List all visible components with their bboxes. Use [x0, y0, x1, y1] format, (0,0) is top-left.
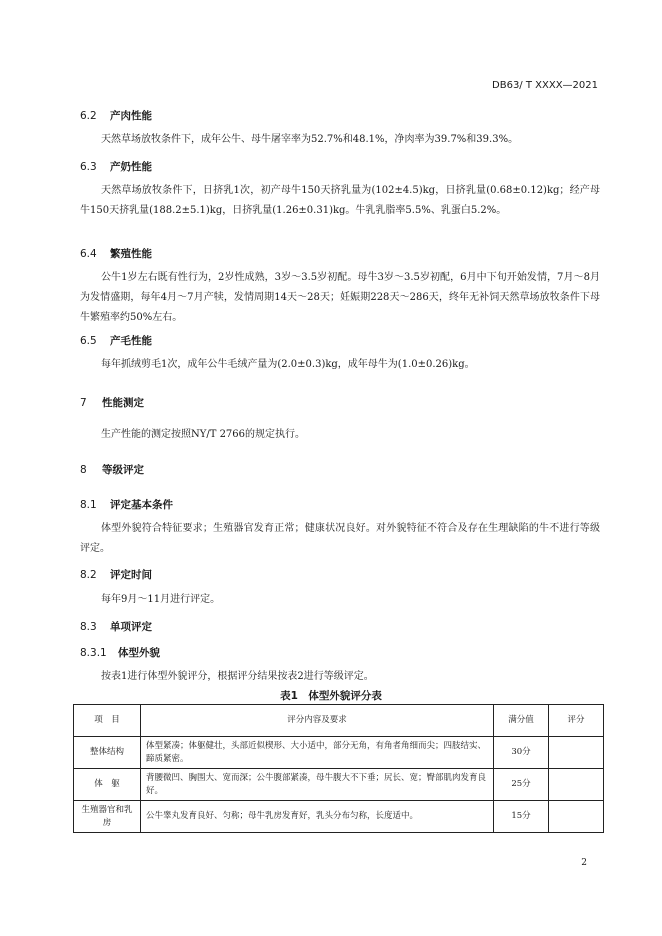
- row-score: [549, 801, 604, 833]
- table-caption: 表1 体型外貌评分表: [280, 690, 382, 702]
- section-body-8-2: 每年9月～11月进行评定。: [101, 594, 221, 605]
- section-heading-8: 8 等级评定: [80, 464, 144, 476]
- section-body-6-2: 天然草场放牧条件下，成年公牛、母牛屠宰率为52.7%和48.1%，净肉率为39.7%和39.3%。: [101, 134, 519, 145]
- row-content: 公牛睾丸发育良好、匀称；母牛乳房发育好，乳头分布匀称，长度适中。: [141, 801, 494, 833]
- section-body-6-4: 公牛1岁左右既有性行为，2岁性成熟，3岁～3.5岁初配。母牛3岁～3.5岁初配，6月中下旬开始发情，7月～8月为发情盛期，每年4月～7月产犊，发情周期14天～28天；妊娠期228天～286天，终年无补饲天然草场放牧条件下母牛繁殖率约50%左右。: [80, 272, 600, 323]
- row-score: [549, 769, 604, 801]
- row-item: 生殖器官和乳房: [74, 801, 141, 833]
- document-code: DB63/ T XXXX—2021: [492, 80, 598, 91]
- table-row: [74, 737, 604, 769]
- section-heading-8-3: 8.3 单项评定: [80, 621, 152, 633]
- header-content: 评分内容及要求: [141, 705, 494, 737]
- section-body-7: 生产性能的测定按照NY/T 2766的规定执行。: [101, 429, 306, 440]
- section-heading-6-2: 6.2 产肉性能: [80, 110, 152, 122]
- section-body-8-3-1: 按表1进行体型外貌评分，根据评分结果按表2进行等级评定。: [101, 671, 374, 682]
- row-score: [549, 737, 604, 769]
- row-item: 整体结构: [74, 737, 141, 769]
- section-heading-8-3-1: 8.3.1 体型外貌: [80, 647, 160, 659]
- row-max-score: 15分: [494, 801, 549, 833]
- row-content: 体型紧凑；体躯健壮，头部近似楔形、大小适中，部分无角，有角者角细而尖；四肢结实、蹄质紧密。: [141, 737, 494, 769]
- section-body-8-1: 体型外貌符合特征要求；生殖器官发育正常；健康状况良好。对外貌特征不符合及存在生理缺陷的牛不进行等级评定。: [80, 523, 600, 554]
- row-max-score: 25分: [494, 769, 549, 801]
- section-body-6-3: 天然草场放牧条件下，日挤乳1次，初产母牛150天挤乳量为(102±4.5)kg，日挤乳量(0.68±0.12)kg；经产母牛150天挤乳量(188.2±5.1)kg，日挤乳量(1.26±0.31)kg。牛乳乳脂率5.5%、乳蛋白5.2%。: [80, 185, 600, 216]
- section-heading-6-5: 6.5 产毛性能: [80, 335, 152, 347]
- section-heading-8-1: 8.1 评定基本条件: [80, 499, 173, 511]
- section-body-6-5: 每年抓绒剪毛1次，成年公牛毛绒产量为(2.0±0.3)kg，成年母牛为(1.0±0.26)kg。: [101, 359, 475, 370]
- row-item: 体 躯: [74, 769, 141, 801]
- section-heading-7: 7 性能测定: [80, 397, 144, 409]
- section-heading-6-3: 6.3 产奶性能: [80, 161, 152, 173]
- row-content: 背腰微凹、胸围大、宽而深；公牛腹部紧凑，母牛腹大不下垂；尻长、宽；臀部肌肉发育良好。: [141, 769, 494, 801]
- page-number: 2: [581, 858, 587, 868]
- row-max-score: 30分: [494, 737, 549, 769]
- table-row: [74, 769, 604, 801]
- header-item: 项 目: [74, 705, 141, 737]
- header-max-score: 满分值: [494, 705, 549, 737]
- table-header-row: [74, 705, 604, 737]
- appearance-score-table: [73, 704, 604, 833]
- section-heading-6-4: 6.4 繁殖性能: [80, 248, 152, 260]
- header-score: 评分: [549, 705, 604, 737]
- section-heading-8-2: 8.2 评定时间: [80, 569, 152, 581]
- table-row: [74, 801, 604, 833]
